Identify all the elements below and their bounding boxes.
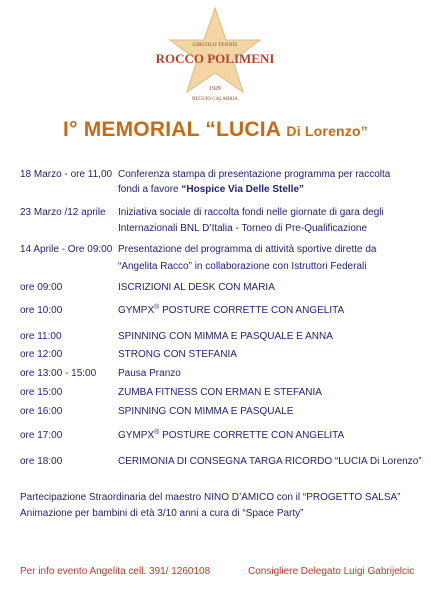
- event-date: 18 Marzo - ore 11,00: [20, 169, 113, 180]
- event-description: Internazionali BNL D’Italia - Torneo di Pre-Qualificazione: [118, 223, 368, 234]
- schedule-activity: CERIMONIA DI CONSEGNA TARGA RICORDO “LUCIA Di Lorenzo”: [118, 456, 422, 467]
- schedule-time: ore 11:00: [20, 331, 62, 342]
- schedule-row: [20, 386, 322, 399]
- schedule-activity: GYMPX® POSTURE CORRETTE CON ANGELITA: [118, 304, 345, 316]
- title-main: I° MEMORIAL “LUCIA: [63, 118, 281, 141]
- svg-text:CIRCOLO TENNIS: CIRCOLO TENNIS: [192, 42, 238, 48]
- schedule-time: ore 12:00: [20, 349, 63, 360]
- contact-info: Per info evento Angelita cell. 391/ 1260108: [20, 566, 211, 577]
- schedule-time: ore 13:00 - 15:00: [20, 368, 97, 379]
- schedule-activity: SPINNING CON MIMMA E PASQUALE E ANNA: [118, 331, 333, 342]
- schedule-row: [20, 330, 333, 343]
- schedule-time: ore 17:00: [20, 430, 63, 441]
- schedule-row: [20, 429, 345, 442]
- schedule-row: [20, 304, 345, 317]
- event-description: Iniziativa sociale di raccolta fondi nelle giornate di gara degli: [118, 207, 384, 218]
- svg-text:1929: 1929: [209, 86, 221, 92]
- schedule-activity: ZUMBA FITNESS CON ERMAN E STEFANIA: [118, 387, 322, 398]
- svg-text:REGGIO CALABRIA: REGGIO CALABRIA: [192, 97, 238, 102]
- page-title: [0, 118, 431, 142]
- svg-text:ROCCO POLIMENI: ROCCO POLIMENI: [155, 51, 275, 66]
- event-row: [20, 168, 391, 181]
- schedule-time: ore 09:00: [20, 282, 63, 293]
- schedule-activity: STRONG CON STEFANIA: [118, 349, 237, 360]
- event-date: 23 Marzo /12 aprile: [20, 207, 106, 218]
- event-description: fondi a favore “Hospice Via Delle Stelle”: [118, 184, 305, 195]
- schedule-activity: GYMPX® POSTURE CORRETTE CON ANGELITA: [118, 429, 345, 441]
- schedule-time: ore 15:00: [20, 387, 63, 398]
- schedule-row: [20, 455, 422, 468]
- schedule-time: ore 16:00: [20, 406, 63, 417]
- event-description: Presentazione del programma di attività sportive dirette da: [118, 244, 377, 255]
- event-date: 14 Aprile - Ore 09:00: [20, 244, 113, 255]
- event-description: Conferenza stampa di presentazione programma per raccolta: [118, 169, 391, 180]
- schedule-row: [20, 281, 275, 294]
- schedule-row: [20, 348, 237, 361]
- schedule-row: [20, 405, 294, 418]
- schedule-activity: Pausa Pranzo: [118, 368, 181, 379]
- title-sub: Di Lorenzo”: [286, 123, 368, 139]
- star-emblem-icon: [150, 6, 280, 110]
- schedule-activity: SPINNING CON MIMMA E PASQUALE: [118, 406, 294, 417]
- event-row: [20, 206, 384, 219]
- event-description: “Angelita Racco” in collaborazione con Istruttori Federali: [118, 261, 367, 272]
- schedule-row: [20, 367, 181, 380]
- event-row: [20, 243, 377, 256]
- hospice-name: “Hospice Via Delle Stelle”: [181, 184, 305, 195]
- schedule-time: ore 10:00: [20, 305, 63, 316]
- schedule-time: ore 18:00: [20, 456, 63, 467]
- club-logo: [150, 6, 280, 110]
- schedule-activity: ISCRIZIONI AL DESK CON MARIA: [118, 282, 275, 293]
- note-line: Animazione per bambini di età 3/10 anni a cura di “Space Party”: [20, 508, 304, 519]
- signature: Consigliere Delegato Luigi Gabrijelcic: [248, 566, 415, 577]
- note-line: Partecipazione Straordinaria del maestro NINO D’AMICO con il “PROGETTO SALSA”: [20, 492, 401, 503]
